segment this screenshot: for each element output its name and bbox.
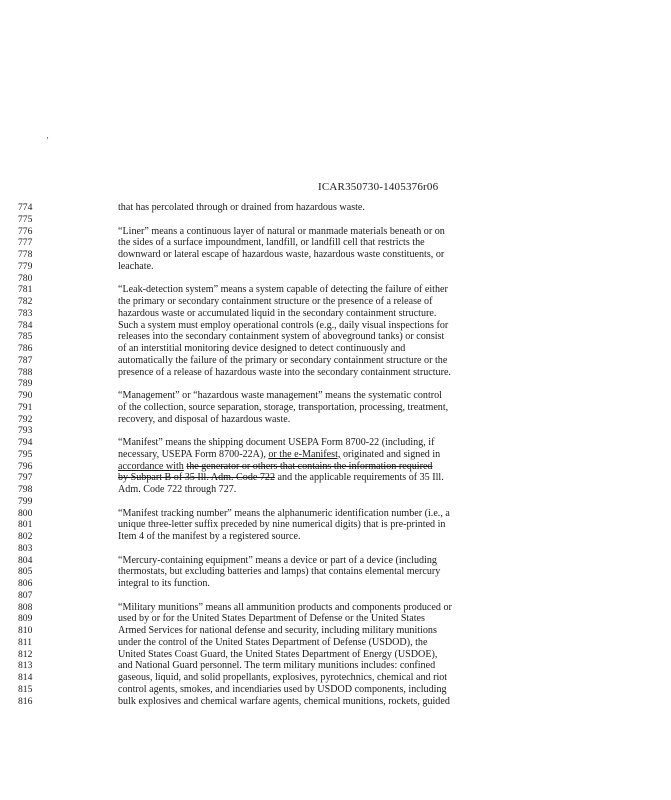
line-number: 779 [18,260,33,272]
line-text [118,261,661,273]
text-segment: automatically the failure of the primary or secondary containment structure or the [118,354,448,366]
line-number: 807 [18,589,33,601]
line-text [118,566,661,578]
document-line [0,390,671,402]
text-segment: presence of a release of hazardous waste into the secondary containment structure. [118,366,451,378]
document-line [0,496,671,508]
text-segment: and National Guard personnel. The term military munitions includes: confined [118,660,436,672]
line-number: 776 [18,225,33,237]
line-text [118,355,661,367]
line-number: 787 [18,354,33,366]
document-line [0,472,671,484]
text-segment: “Management” or “hazardous waste management” means the systematic control [118,390,442,401]
line-number: 781 [18,284,33,296]
line-text [118,390,661,402]
text-segment: necessary, USEPA Form 8700-22A), [118,448,269,460]
line-number: 792 [18,413,33,425]
line-number: 813 [18,660,33,672]
document-line [0,320,671,332]
inserted-text: accordance with [118,460,184,472]
line-text [118,414,661,426]
line-text [118,637,661,649]
line-text [118,484,661,496]
document-line [0,273,671,285]
text-segment: “Mercury-containing equipment” means a device or part of a device (including [118,554,437,566]
inserted-text: or the e-Manifest, [268,448,341,460]
document-line [0,402,671,414]
line-number: 800 [18,507,33,519]
line-number: 812 [18,648,33,660]
text-segment: hazardous waste or accumulated liquid in the secondary containment structure. [118,307,437,319]
document-line [0,202,671,214]
line-number: 801 [18,519,33,531]
line-text [118,308,661,320]
text-segment: the sides of a surface impoundment, landfill, or landfill cell that restricts the [118,237,425,249]
line-text [118,672,661,684]
document-line [0,226,671,238]
document-line [0,519,671,531]
document-line [0,214,671,226]
text-segment: originated and signed in [340,448,441,460]
document-line [0,672,671,684]
text-segment: “Manifest” means the shipping document USEPA Form 8700-22 (including, if [118,437,435,448]
document-line [0,543,671,555]
document-line [0,660,671,672]
document-line [0,684,671,696]
text-segment: integral to its function. [118,578,210,589]
line-number: 791 [18,401,33,413]
document-line [0,378,671,390]
line-text [118,555,661,567]
line-number: 810 [18,625,33,636]
line-number: 783 [18,307,33,319]
line-number: 795 [18,448,33,460]
line-number: 793 [18,425,33,437]
document-line [0,425,671,437]
line-number: 797 [18,472,33,484]
text-segment: downward or lateral escape of hazardous waste, hazardous waste constituents, or [118,249,445,260]
document-line [0,449,671,461]
line-number: 816 [18,695,33,707]
line-text [118,226,661,238]
line-text [118,602,661,614]
page-mark: ‚ [46,130,49,140]
line-number: 803 [18,542,33,554]
text-segment: and the applicable requirements of 35 Ill. [275,472,444,484]
document-line [0,249,671,261]
line-number: 806 [18,578,33,589]
line-text [118,696,661,708]
document-line [0,555,671,567]
line-text [118,461,661,473]
document-line [0,237,671,249]
document-line [0,331,671,343]
line-number: 777 [18,237,33,249]
text-segment: “Military munitions” means all ammunition products and components produced or [118,601,452,613]
document-line [0,284,671,296]
line-number: 786 [18,343,33,354]
line-text [118,296,661,308]
line-number: 799 [18,495,33,507]
line-number: 778 [18,249,33,260]
line-text [118,343,661,355]
line-text [118,331,661,343]
line-number: 796 [18,460,33,472]
document-line [0,414,671,426]
line-number: 811 [18,636,33,648]
line-number: 814 [18,672,33,683]
text-segment: of the collection, source separation, storage, transportation, processing, treatment, [118,401,449,413]
text-segment: leachate. [118,260,154,272]
text-segment: the primary or secondary containment structure or the presence of a release of [118,296,433,307]
line-text [118,578,661,590]
line-text [118,402,661,414]
line-number: 802 [18,531,33,542]
line-number: 774 [18,202,33,213]
line-number: 798 [18,484,33,495]
line-text [118,613,661,625]
document-line [0,625,671,637]
line-text [118,649,661,661]
line-text [118,531,661,543]
line-text [118,472,661,484]
document-line [0,308,671,320]
document-line [0,578,671,590]
text-segment: Item 4 of the manifest by a registered source. [118,531,301,542]
text-segment: under the control of the United States Department of Defense (USDOD), the [118,636,428,648]
document-line [0,602,671,614]
line-text [118,284,661,296]
text-segment: recovery, and disposal of hazardous waste. [118,413,291,425]
document-line [0,613,671,625]
document-line [0,649,671,661]
document-line [0,484,671,496]
document-line [0,508,671,520]
text-segment: control agents, smokes, and incendiaries used by USDOD components, including [118,683,447,695]
line-text [118,367,661,379]
deleted-text: the generator or others that contains the information required [186,460,433,472]
line-text [118,437,661,449]
text-segment: Such a system must employ operational controls (e.g., daily visual inspections for [118,319,449,331]
document-line [0,355,671,367]
line-number: 785 [18,331,33,343]
line-text [118,508,661,520]
line-text [118,625,661,637]
text-segment: “Liner” means a continuous layer of natural or manmade materials beneath or on [118,225,445,237]
line-number: 784 [18,319,33,331]
document-line [0,461,671,473]
line-text [118,449,661,461]
document-line [0,531,671,543]
numbered-lines [0,202,671,707]
line-number: 808 [18,601,33,613]
line-number: 780 [18,272,33,284]
text-segment: “Manifest tracking number” means the alphanumeric identification number (i.e., a [118,507,450,519]
text-segment: “Leak-detection system” means a system capable of detecting the failure of either [118,284,448,296]
text-segment: thermostats, but excluding batteries and lamps) that contains elemental mercury [118,566,441,578]
line-number: 789 [18,378,33,390]
line-number: 775 [18,213,33,225]
line-number: 805 [18,566,33,578]
document-line [0,637,671,649]
document-line [0,590,671,602]
line-number: 804 [18,554,33,566]
document-line [0,367,671,379]
line-text [118,519,661,531]
line-text [118,237,661,249]
line-number: 782 [18,296,33,307]
line-number: 790 [18,390,33,401]
document-line [0,437,671,449]
text-segment: bulk explosives and chemical warfare agents, chemical munitions, rockets, guided [118,695,450,707]
text-segment: United States Coast Guard, the United States Department of Energy (USDOE), [118,648,438,660]
document-line [0,296,671,308]
document-id: ICAR350730-1405376r06 [318,181,439,193]
line-text [118,660,661,672]
text-segment: Armed Services for national defense and security, including military munitions [118,625,437,636]
document-line [0,343,671,355]
document-line [0,261,671,273]
line-text [118,684,661,696]
text-segment: used by or for the United States Department of Defense or the United States [118,613,425,625]
document-line [0,696,671,708]
deleted-text: by Subpart B of 35 Ill. Adm. Code 722 [118,472,276,484]
text-segment: gaseous, liquid, and solid propellants, explosives, pyrotechnics, chemical and riot [118,672,448,683]
line-text [118,320,661,332]
line-text [118,249,661,261]
text-segment: Adm. Code 722 through 727. [118,484,237,495]
text-segment: unique three-letter suffix preceded by nine numerical digits) that is pre-printed in [118,519,446,531]
line-number: 788 [18,366,33,378]
line-number: 794 [18,437,33,448]
line-text [118,202,661,214]
document-line [0,566,671,578]
text-segment: of an interstitial monitoring device designed to detect continuously and [118,343,406,354]
line-number: 809 [18,613,33,625]
text-segment: that has percolated through or drained from hazardous waste. [118,202,365,213]
text-segment: releases into the secondary containment system of aboveground tanks) or consist [118,331,445,343]
line-number: 815 [18,683,33,695]
